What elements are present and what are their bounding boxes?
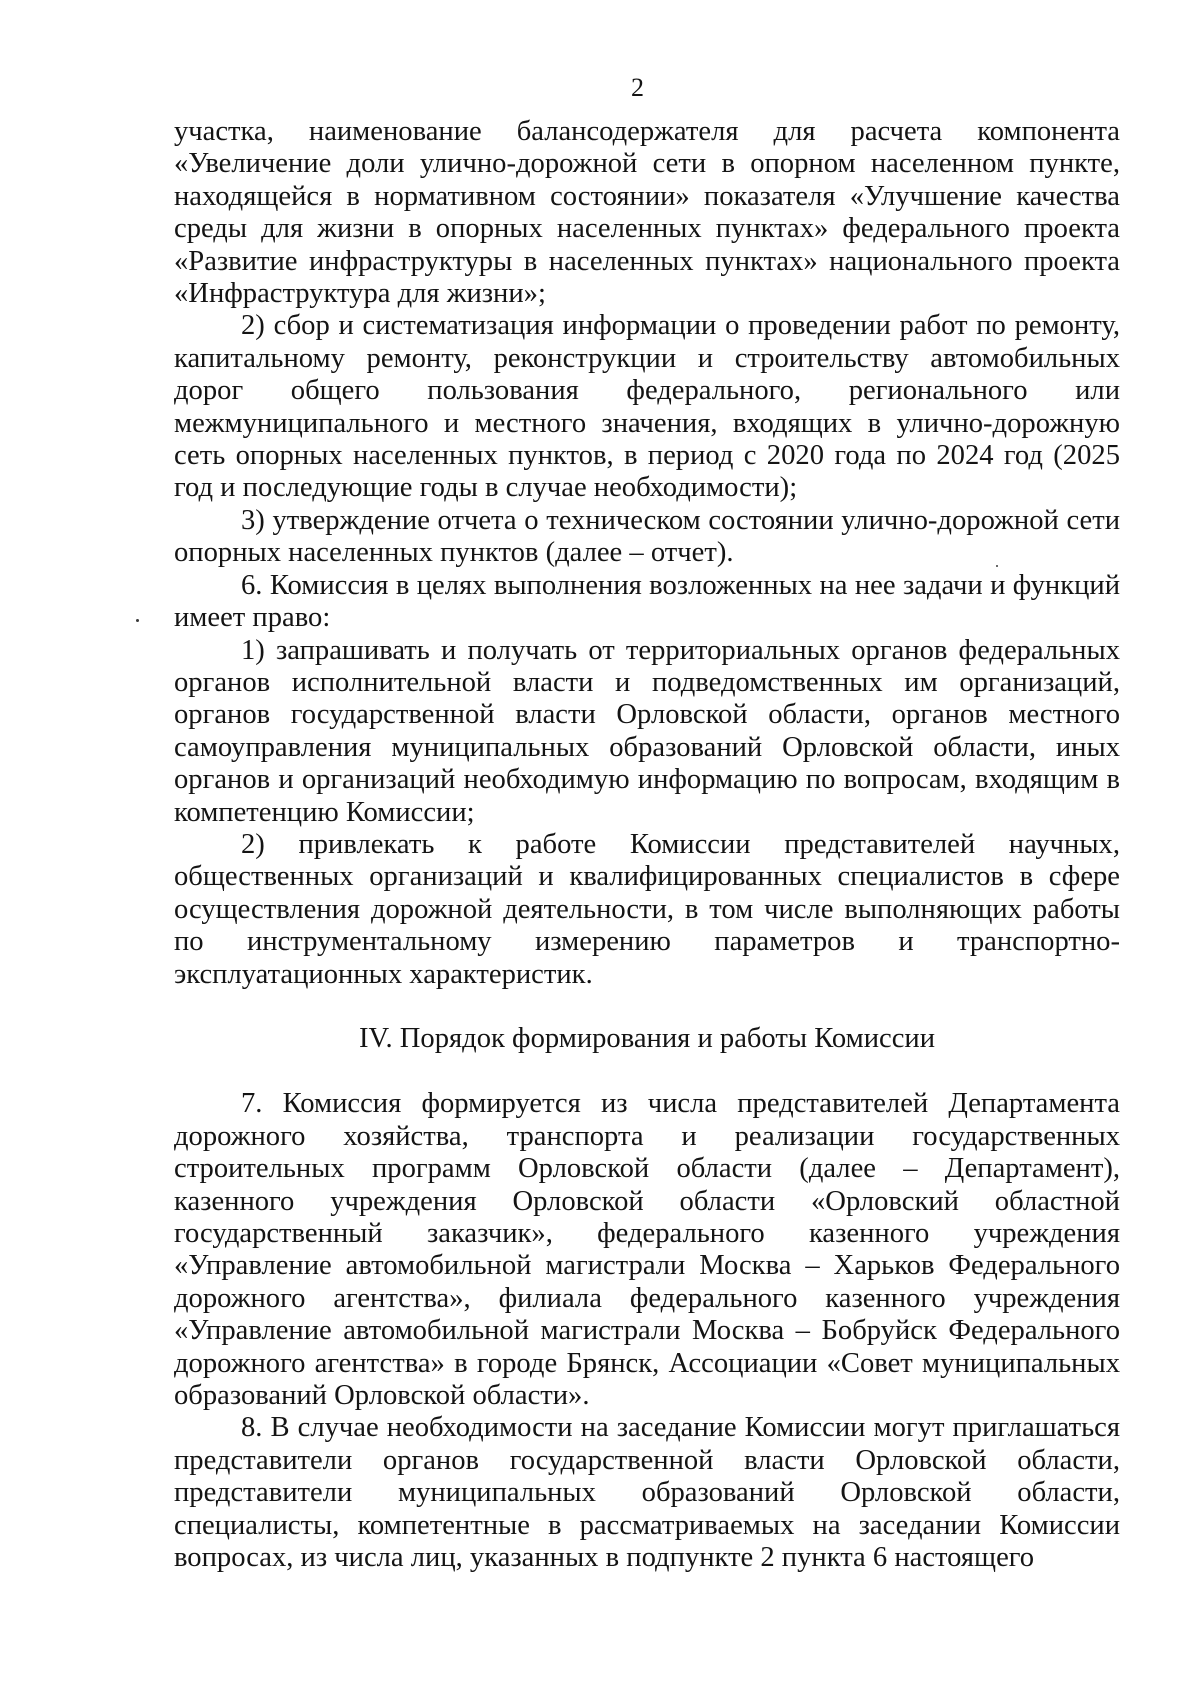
- paragraph-item-3: 3) утверждение отчета о техническом состоянии улично-дорожной сети опорных населенных пунктов (далее – отчет).: [174, 504, 1120, 569]
- paragraph-point-7: 7. Комиссия формируется из числа представителей Департамента дорожного хозяйства, транспорта и реализации государственных строительных программ Орловской области (далее – Департамент), казенного учреждения Орловской области «Орловский областной государственный заказчик», федерального казенного учреждения «Управление автомобильной магистрали Москва – Харьков Федерального дорожного агентства», филиала федерального казенного учреждения «Управление автомобильной магистрали Москва – Бобруйск Федерального дорожного агентства» в городе Брянск, Ассоциации «Совет муниципальных образований Орловской области».: [174, 1088, 1120, 1412]
- page-number: 2: [631, 73, 644, 102]
- document-body: [174, 116, 1120, 1574]
- scan-speck: [136, 619, 139, 622]
- paragraph-continuation: участка, наименование балансодержателя для расчета компонента «Увеличение доли улично-дорожной сети в опорном населенном пункте, находящейся в нормативном состоянии» показателя «Улучшение качества среды для жизни в опорных населенных пунктах» федерального проекта «Развитие инфраструктуры в населенных пунктах» национального проекта «Инфраструктура для жизни»;: [174, 116, 1120, 310]
- paragraph-point-6-item-1: 1) запрашивать и получать от территориальных органов федеральных органов исполнительной власти и подведомственных им организаций, органов государственной власти Орловской области, органов местного самоуправления муниципальных образований Орловской области, иных органов и организаций необходимую информацию по вопросам, входящим в компетенцию Комиссии;: [174, 634, 1120, 828]
- paragraph-point-6-item-2: 2) привлекать к работе Комиссии представителей научных, общественных организаций и квалифицированных специалистов в сфере осуществления дорожной деятельности, в том числе выполняющих работы по инструментальному измерению параметров и транспортно-эксплуатационных характеристик.: [174, 828, 1120, 990]
- section-heading: IV. Порядок формирования и работы Комиссии: [358, 1022, 935, 1054]
- scan-speck: [996, 565, 998, 567]
- paragraph-point-6: 6. Комиссия в целях выполнения возложенных на нее задачи и функций имеет право:: [174, 569, 1120, 634]
- paragraph-item-2: 2) сбор и систематизация информации о проведении работ по ремонту, капитальному ремонту, реконструкции и строительству автомобильных дорог общего пользования федерального, регионального или межмуниципального и местного значения, входящих в улично-дорожную сеть опорных населенных пунктов, в период с 2020 года по 2024 год (2025 год и последующие годы в случае необходимости);: [174, 310, 1120, 504]
- paragraph-point-8: 8. В случае необходимости на заседание Комиссии могут приглашаться представители органов государственной власти Орловской области, представители муниципальных образований Орловской области, специалисты, компетентные в рассматриваемых на заседании Комиссии вопросах, из числа лиц, указанных в подпункте 2 пункта 6 настоящего: [174, 1412, 1120, 1574]
